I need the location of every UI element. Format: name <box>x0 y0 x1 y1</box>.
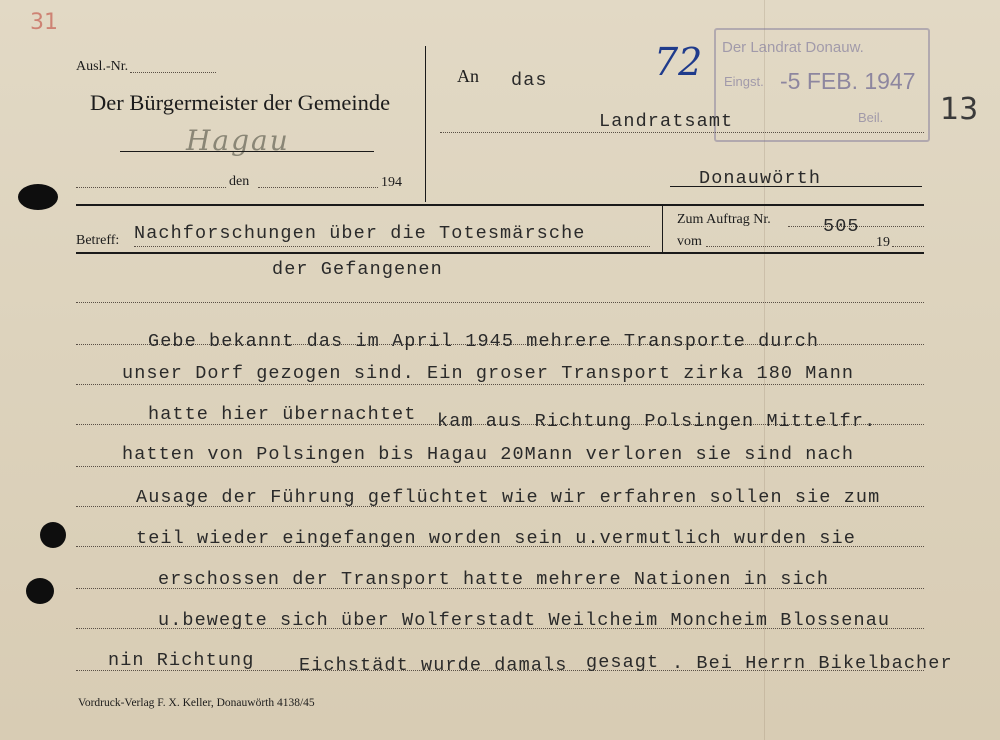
body-line: nin Richtung <box>108 650 255 671</box>
header-rule <box>76 204 924 206</box>
subject-line-1: Nachforschungen über die Totesmärsche <box>134 223 586 244</box>
subject-line-2-rule <box>76 302 924 303</box>
punch-hole <box>18 184 58 210</box>
date-line-left <box>76 187 226 188</box>
body-line: teil wieder eingefangen worden sein u.vermutlich wurden sie <box>136 528 856 549</box>
registration-number: 72 <box>654 40 703 84</box>
stamp-authority: Der Landrat Donauw. <box>722 39 864 56</box>
recipient-line <box>440 132 924 133</box>
body-rule <box>76 466 924 467</box>
ausl-nr-label: Ausl.-Nr. <box>76 59 129 74</box>
body-line: Gebe bekannt das im April 1945 mehrere Transporte durch <box>148 331 820 352</box>
sheet-number: 13 <box>940 92 979 127</box>
body-line: unser Dorf gezogen sind. Ein groser Transport zirka 180 Mann <box>122 363 855 384</box>
vom-year: 19 <box>876 235 890 250</box>
body-line: gesagt <box>586 652 660 673</box>
subject-line-1-rule <box>134 246 650 247</box>
betreff-label: Betreff: <box>76 233 120 248</box>
punch-hole <box>26 578 54 604</box>
auftrag-label: Zum Auftrag Nr. <box>677 212 771 227</box>
date-line-right <box>258 187 378 188</box>
body-line: Eichstädt wurde damals <box>299 655 568 676</box>
vom-line <box>706 246 874 247</box>
auftrag-number: 505 <box>823 216 860 237</box>
body-line: hatten von Polsingen bis Hagau 20Mann verloren sie sind nach <box>122 444 855 465</box>
body-line: hatte hier übernachtet <box>148 404 417 425</box>
date-label: den <box>229 174 250 189</box>
recipient-name: Landratsamt <box>599 111 734 132</box>
subject-divider <box>662 206 663 252</box>
office-title: Der Bürgermeister der Gemeinde <box>90 90 391 115</box>
stamp-date: -5 FEB. 1947 <box>780 68 916 94</box>
body-line: erschossen der Transport hatte mehrere Nationen in sich <box>158 569 830 590</box>
body-line: Ausage der Führung geflüchtet wie wir erfahren sollen sie zum <box>136 487 881 508</box>
archive-page-number: 31 <box>30 10 58 35</box>
publisher-imprint: Vordruck-Verlag F. X. Keller, Donauwörth 4138/45 <box>78 697 315 709</box>
body-rule <box>76 384 924 385</box>
municipality-underline <box>120 151 374 152</box>
municipality-handwritten: Hagau <box>186 124 290 157</box>
body-line: u.bewegte sich über Wolferstadt Weilcheim Moncheim Blossenau <box>158 610 891 631</box>
punch-hole <box>40 522 66 548</box>
recipient-city: Donauwörth <box>699 168 822 189</box>
body-line: . Bei Herrn Bikelbacher <box>672 653 953 674</box>
header-divider <box>425 46 426 202</box>
year-prefix: 194 <box>381 175 402 190</box>
subject-rule <box>76 252 924 254</box>
stamp-eingst-label: Eingst. <box>724 74 764 89</box>
vom-line-end <box>892 246 924 247</box>
body-line: kam aus Richtung Polsingen Mittelfr. <box>437 411 877 432</box>
subject-line-2: der Gefangenen <box>272 259 443 280</box>
vom-label: vom <box>677 234 702 249</box>
stamp-beil-label: Beil. <box>858 110 884 125</box>
an-label: An <box>457 66 479 86</box>
city-underline <box>670 186 922 187</box>
das-label: das <box>511 70 548 91</box>
received-stamp <box>714 28 930 142</box>
ausl-nr-line <box>130 72 216 73</box>
